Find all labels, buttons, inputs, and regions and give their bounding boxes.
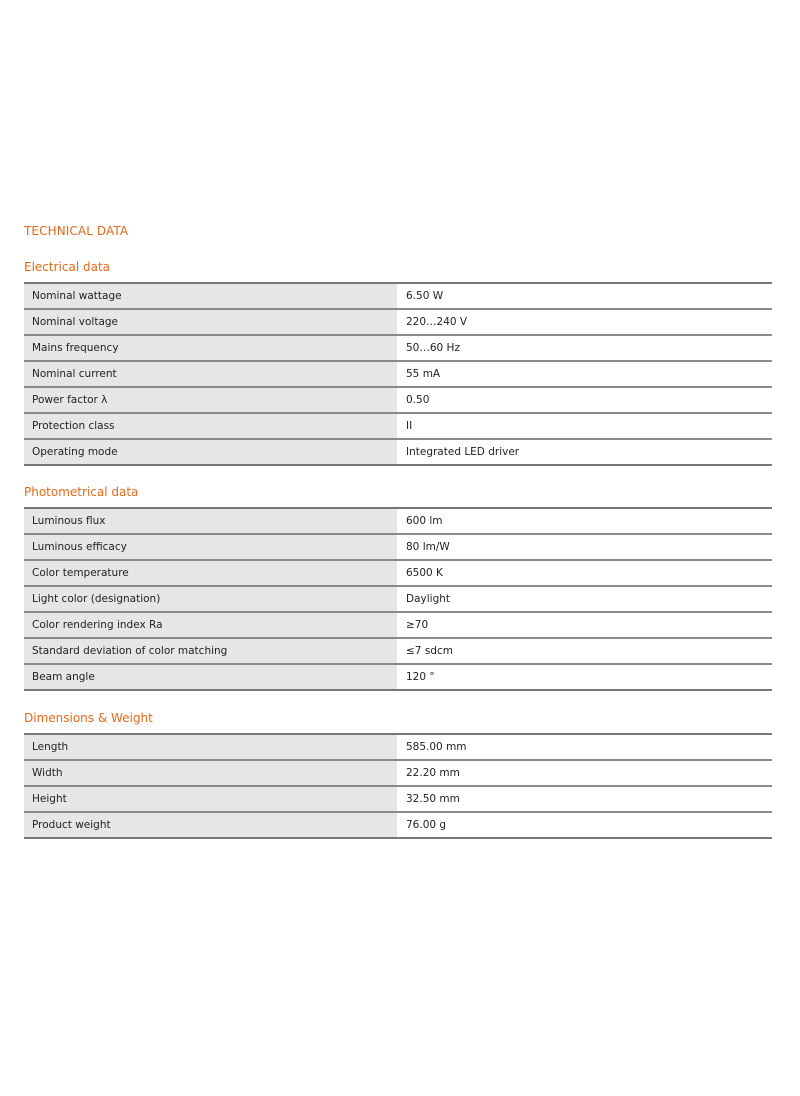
table-row (24, 439, 772, 465)
table-row (24, 413, 772, 439)
row-label: Standard deviation of color matching (24, 638, 398, 664)
row-label: Width (24, 760, 398, 786)
table-row (24, 664, 772, 690)
table-row (24, 283, 772, 309)
row-label: Color rendering index Ra (24, 612, 398, 638)
row-label: Nominal current (24, 361, 398, 387)
spec-table (24, 733, 772, 839)
row-label: Mains frequency (24, 335, 398, 361)
table-row (24, 335, 772, 361)
table-row (24, 734, 772, 760)
row-value: 55 mA (398, 361, 773, 387)
row-value: 22.20 mm (398, 760, 773, 786)
section-photometrical-data (24, 483, 772, 691)
table-row (24, 786, 772, 812)
section-electrical-data (24, 258, 772, 466)
table-row (24, 638, 772, 664)
row-label: Nominal wattage (24, 283, 398, 309)
row-label: Luminous efficacy (24, 534, 398, 560)
table-row (24, 812, 772, 838)
table-row (24, 387, 772, 413)
table-row (24, 508, 772, 534)
row-label: Power factor λ (24, 387, 398, 413)
row-label: Operating mode (24, 439, 398, 465)
section-heading: Electrical data (24, 260, 110, 274)
table-row (24, 560, 772, 586)
row-label: Length (24, 734, 398, 760)
row-value: 50…60 Hz (398, 335, 773, 361)
row-value: 585.00 mm (398, 734, 773, 760)
row-label: Protection class (24, 413, 398, 439)
section-dimensions-weight (24, 709, 772, 839)
table-row (24, 361, 772, 387)
row-label: Color temperature (24, 560, 398, 586)
table-row (24, 586, 772, 612)
row-label: Beam angle (24, 664, 398, 690)
row-value: ≥70 (398, 612, 773, 638)
row-value: ≤7 sdcm (398, 638, 773, 664)
spec-table (24, 282, 772, 466)
row-value: 0.50 (398, 387, 773, 413)
row-value: 76.00 g (398, 812, 773, 838)
row-value: II (398, 413, 773, 439)
row-value: 32.50 mm (398, 786, 773, 812)
row-value: 80 lm/W (398, 534, 773, 560)
row-value: 120 ° (398, 664, 773, 690)
page-title: TECHNICAL DATA (24, 224, 129, 238)
row-value: Integrated LED driver (398, 439, 773, 465)
row-value: 600 lm (398, 508, 773, 534)
row-label: Light color (designation) (24, 586, 398, 612)
table-row (24, 309, 772, 335)
row-value: Daylight (398, 586, 773, 612)
table-row (24, 760, 772, 786)
spec-table (24, 507, 772, 691)
row-value: 6.50 W (398, 283, 773, 309)
row-label: Luminous flux (24, 508, 398, 534)
table-row (24, 612, 772, 638)
table-row (24, 534, 772, 560)
row-value: 220…240 V (398, 309, 773, 335)
section-heading: Photometrical data (24, 485, 139, 499)
row-label: Height (24, 786, 398, 812)
row-value: 6500 K (398, 560, 773, 586)
row-label: Nominal voltage (24, 309, 398, 335)
section-heading: Dimensions & Weight (24, 711, 153, 725)
row-label: Product weight (24, 812, 398, 838)
